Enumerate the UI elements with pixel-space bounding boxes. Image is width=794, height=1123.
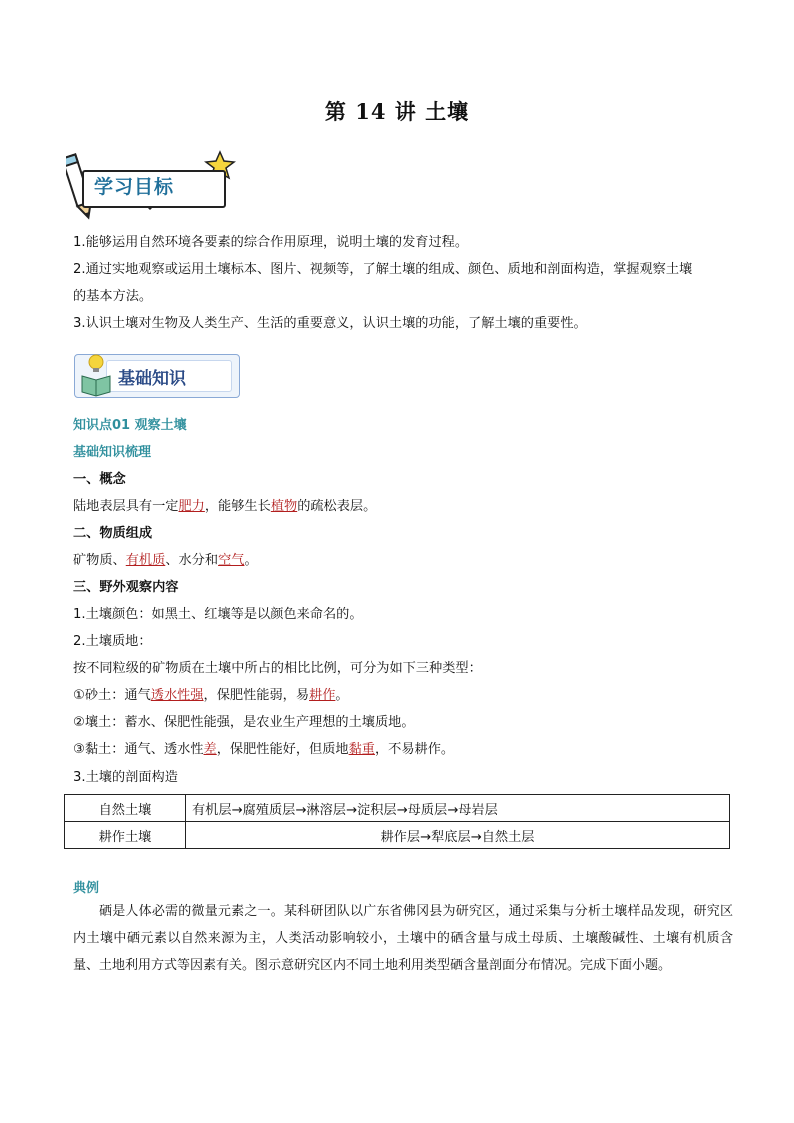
goal-line-2: 2.通过实地观察或运用土壤标本、图片、视频等，了解土壤的组成、颜色、质地和剖面构造，掌握观察土壤 — [73, 262, 693, 277]
table-cell-layers: 耕作层→犁底层→自然土层 — [186, 822, 730, 849]
table-cell-type: 自然土壤 — [65, 795, 186, 822]
knowledge-point-title: 知识点01 观察土壤 — [73, 418, 187, 433]
table-cell-layers: 有机层→腐殖质层→淋溶层→淀积层→母质层→母岩层 — [186, 795, 730, 822]
table-row — [65, 822, 730, 849]
answer-poor: 差 — [203, 742, 217, 757]
answer-permeable: 透水性强 — [150, 688, 204, 703]
soil-texture-intro: 按不同粒级的矿物质在土壤中所占的相比比例，可分为如下三种类型： — [73, 661, 482, 676]
basic-knowledge-label: 基础知识 — [118, 369, 186, 389]
goal-line-2-cont: 的基本方法。 — [73, 289, 153, 304]
answer-fertility: 肥力 — [178, 499, 205, 514]
table-cell-type: 耕作土壤 — [65, 822, 186, 849]
composition-line: 矿物质、有机质、水分和空气。 — [73, 553, 258, 568]
concept-line: 陆地表层具有一定肥力，能够生长植物的疏松表层。 — [73, 499, 377, 514]
section-composition-heading: 二、物质组成 — [73, 526, 153, 541]
goal-line-1: 1.能够运用自然环境各要素的综合作用原理，说明土壤的发育过程。 — [73, 235, 469, 250]
answer-sticky: 黏重 — [348, 742, 375, 757]
basic-knowledge-banner — [74, 352, 242, 400]
loam-line: ②壤土：蓄水、保肥性能强，是农业生产理想的土壤质地。 — [73, 715, 415, 730]
book-bulb-icon — [78, 352, 114, 398]
profile-heading: 3.土壤的剖面构造 — [73, 770, 178, 785]
table-row — [65, 795, 730, 822]
sand-line: ①砂土：通气透水性强，保肥性能弱，易耕作。 — [73, 688, 349, 703]
goal-line-3: 3.认识土壤对生物及人类生产、生活的重要意义，认识土壤的功能，了解土壤的重要性。 — [73, 316, 587, 331]
answer-air: 空气 — [218, 553, 245, 568]
answer-tillage: 耕作 — [309, 688, 336, 703]
learning-goals-label: 学习目标 — [94, 176, 175, 198]
answer-plants: 植物 — [270, 499, 298, 514]
page-title: 第 14 讲 土壤 — [324, 99, 470, 124]
learning-goals-banner — [66, 148, 236, 218]
example-label: 典例 — [73, 881, 100, 896]
soil-texture-heading: 2.土壤质地： — [73, 634, 152, 649]
answer-organic: 有机质 — [125, 553, 166, 568]
example-text: 硒是人体必需的微量元素之一。某科研团队以广东省佛冈县为研究区，通过采集与分析土壤样品发现，研究区内土壤中硒元素以自然来源为主，人类活动影响较小，土壤中的硒含量与成土母质、土壤酸碱性、土壤有机质含量、土地利用方式等因素有关。图示意研究区内不同土地利用类型硒含量剖面分布情况。完成下面小题。 — [73, 904, 733, 973]
section-field-heading: 三、野外观察内容 — [73, 580, 179, 595]
sub-heading: 基础知识梳理 — [73, 445, 152, 460]
clay-line: ③黏土：通气、透水性差，保肥性能好，但质地黏重，不易耕作。 — [73, 742, 455, 757]
section-concept-heading: 一、概念 — [73, 472, 126, 487]
soil-color-line: 1.土壤颜色：如黑土、红壤等是以颜色来命名的。 — [73, 607, 363, 622]
soil-profile-table — [64, 794, 730, 849]
